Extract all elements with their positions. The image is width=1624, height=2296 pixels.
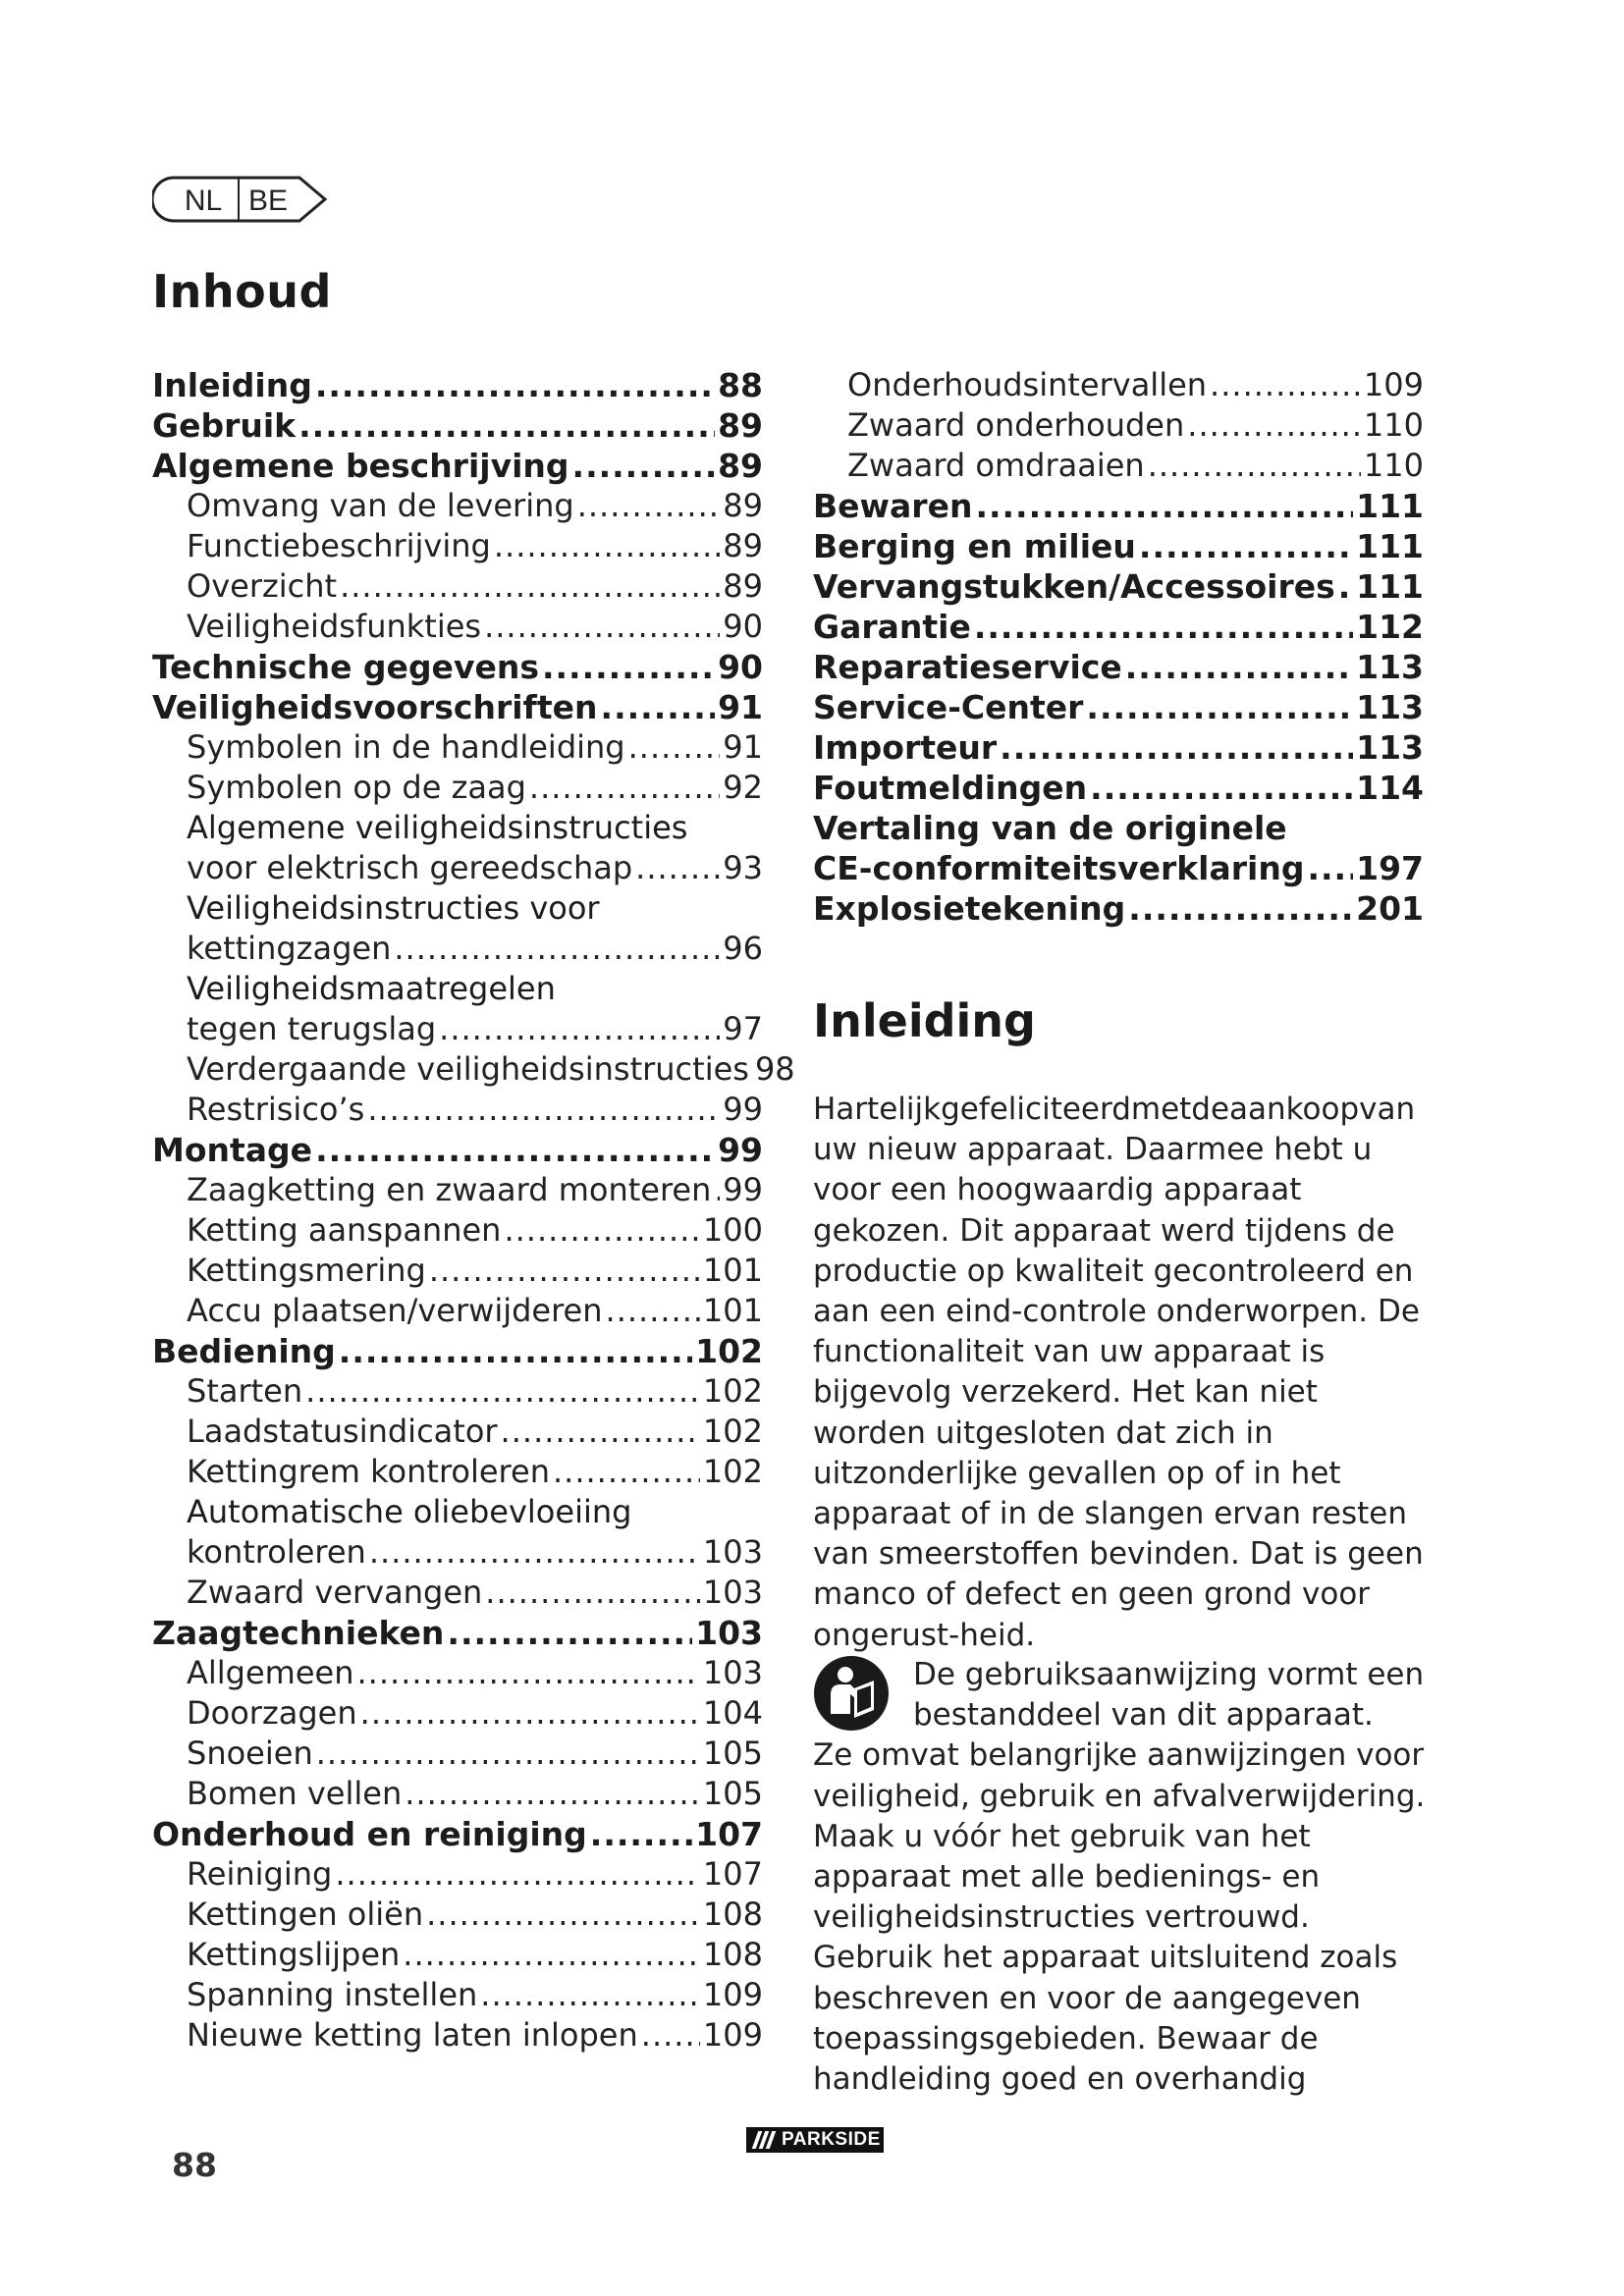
toc-entry-page: 113 [1356, 688, 1424, 726]
toc-entry-page: 113 [1356, 728, 1424, 767]
toc-entry-title: tegen terugslag [187, 1010, 437, 1047]
toc-entry-title: Omvang van de levering [187, 487, 574, 524]
toc-entry [813, 888, 1424, 929]
toc-entry-title: Veiligheidsvoorschriften [152, 688, 598, 726]
toc-entry [813, 405, 1424, 446]
toc-entry-page: 99 [718, 1131, 763, 1169]
toc-dot-leader [394, 929, 720, 969]
toc-dot-leader [315, 365, 715, 405]
toc-entry [152, 1452, 763, 1492]
toc-entry [152, 526, 763, 566]
toc-entry-title: Bewaren [813, 487, 973, 525]
toc-dot-leader [340, 566, 720, 607]
toc-entry [152, 1573, 763, 1613]
toc-entry [813, 848, 1424, 888]
toc-entry [152, 486, 763, 526]
toc-entry-title: Service-Center [813, 688, 1084, 726]
toc-entry-title: Snoeien [187, 1735, 313, 1772]
toc-dot-leader [1338, 566, 1353, 607]
toc-entry-page: 89 [723, 487, 763, 524]
note-body-text: Ze omvat belangrijke aanwijzingen voor veiligheid, gebruik en afvalverwijdering. Maak u vóór het gebruik van het apparaat met alle bedienings- en veiligheidsinstructies vertrouwd. Gebruik het apparaat uitsluitend zoals beschreven en voor de aangegeven toepassingsgebieden. Bewaar de handleiding goed en overhandig [813, 1737, 1426, 2098]
toc-entry-page: 105 [702, 1775, 763, 1812]
toc-entry-page: 102 [695, 1332, 763, 1370]
toc-entry-page: 197 [1356, 849, 1424, 887]
toc-entry [152, 1532, 763, 1573]
toc-entry-title: Symbolen in de handleiding [187, 728, 625, 766]
toc-entry-page: 89 [723, 527, 763, 564]
toc-dot-leader [577, 486, 721, 526]
toc-dot-leader [403, 1935, 700, 1975]
toc-entry-page: 99 [723, 1091, 763, 1128]
toc-entry-page: 114 [1356, 769, 1424, 807]
toc-dot-leader [305, 1371, 700, 1412]
language-badge [152, 174, 330, 225]
toc-entry-page: 91 [718, 688, 763, 726]
toc-dot-leader [1139, 526, 1353, 566]
toc-dot-leader [542, 647, 715, 687]
toc-dot-leader [590, 1814, 692, 1854]
toc-entry [152, 1291, 763, 1331]
toc-dot-leader [369, 1532, 700, 1573]
toc-entry [152, 365, 763, 405]
language-code-nl: NL [184, 185, 223, 217]
toc-entry-title: Zwaard vervangen [187, 1574, 483, 1611]
toc-dot-leader [1210, 365, 1361, 405]
toc-entry-title: Zwaard omdraaien [847, 447, 1145, 484]
toc-entry-page: 89 [718, 447, 763, 485]
page-title: Inhoud [152, 265, 332, 318]
toc-dot-leader [1125, 647, 1353, 687]
toc-entry-page: 110 [1363, 406, 1424, 444]
toc-entry-page: 88 [718, 366, 763, 404]
toc-entry-title: Vervangstukken/Accessoires [813, 567, 1335, 606]
toc-entry-page: 109 [702, 1976, 763, 2013]
toc-entry [152, 929, 763, 969]
toc-entry [152, 1854, 763, 1895]
toc-entry [152, 1170, 763, 1210]
toc-entry-title: Overzicht [187, 567, 338, 605]
toc-entry-page: 103 [702, 1533, 763, 1571]
toc-entry-title: kontroleren [187, 1533, 366, 1571]
brand-name: PARKSIDE [782, 2129, 881, 2150]
toc-entry-page: 111 [1356, 527, 1424, 565]
note-lead-text: De gebruiksaanwijzing vormt een bestanddeel van dit apparaat. [913, 1657, 1425, 1734]
toc-dot-leader [316, 1734, 700, 1774]
toc-entry-page: 108 [702, 1936, 763, 1973]
toc-entry [152, 405, 763, 446]
toc-entry [813, 486, 1424, 526]
toc-entry-title: Symbolen op de zaag [187, 769, 526, 806]
toc-dot-leader [367, 1090, 720, 1130]
toc-entry [152, 727, 763, 768]
toc-entry-page: 110 [1363, 447, 1424, 484]
toc-entry-title: Zaagketting en zwaard monteren [187, 1171, 712, 1208]
toc-entry-page: 111 [1356, 487, 1424, 525]
toc-dot-leader [606, 1291, 700, 1331]
toc-dot-leader [975, 486, 1353, 526]
toc-entry-title: Laadstatusindicator [187, 1413, 498, 1450]
toc-dot-leader [315, 1130, 715, 1170]
toc-entry-title: Veiligheidsmaatregelen [187, 970, 556, 1007]
toc-entry-title: Onderhoudsintervallen [847, 366, 1208, 403]
toc-dot-leader [1128, 888, 1353, 929]
toc-entry [152, 1412, 763, 1452]
toc-entry-title: Gebruik [152, 406, 297, 445]
toc-entry-page: 99 [723, 1171, 763, 1208]
toc-dot-leader [572, 446, 716, 486]
toc-entry-title: Allgemeen [187, 1654, 354, 1691]
toc-entry-title: Vertaling van de originele [813, 809, 1287, 847]
toc-entry-title: Functiebeschrijving [187, 527, 491, 564]
toc-entry-title: Kettingen oliën [187, 1896, 424, 1933]
toc-entry-title: Foutmeldingen [813, 769, 1088, 807]
toc-entry-title: Nieuwe ketting laten inlopen [187, 2016, 638, 2054]
toc-dot-leader [339, 1331, 692, 1371]
toc-entry-title: Doorzagen [187, 1694, 357, 1732]
brand-stripes-icon [746, 2127, 782, 2153]
toc-dot-leader [529, 768, 720, 808]
toc-entry [152, 848, 763, 888]
toc-entry-title: Inleiding [152, 366, 312, 404]
toc-entry-title: Ketting aanspannen [187, 1211, 502, 1249]
toc-entry-title: Zaagtechnieken [152, 1614, 445, 1652]
toc-entry-title: Accu plaatsen/verwijderen [187, 1292, 603, 1329]
toc-entry [152, 1935, 763, 1975]
toc-entry-page: 90 [718, 648, 763, 686]
toc-entry [813, 687, 1424, 727]
toc-entry-title: Spanning instellen [187, 1976, 478, 2013]
toc-dot-leader [357, 1653, 700, 1693]
toc-entry-page: 92 [723, 769, 763, 806]
toc-entry [152, 768, 763, 808]
toc-entry-page: 107 [702, 1855, 763, 1893]
toc-entry [152, 566, 763, 607]
toc-dot-leader [628, 727, 721, 768]
toc-dot-leader [429, 1251, 700, 1291]
toc-entry [813, 607, 1424, 647]
toc-dot-leader [641, 2015, 700, 2056]
toc-entry [152, 1371, 763, 1412]
toc-entry-title: voor elektrisch gereedschap [187, 849, 633, 886]
toc-dot-leader [480, 1975, 700, 2015]
toc-entry-title: Importeur [813, 728, 998, 767]
read-manual-icon [813, 1655, 890, 1732]
toc-entry [152, 1049, 795, 1090]
toc-entry-page: 90 [723, 608, 763, 645]
language-code-be: BE [247, 185, 289, 217]
toc-dot-leader [335, 1854, 700, 1895]
brand-logo [746, 2127, 884, 2153]
toc-dot-leader [485, 1573, 700, 1613]
toc-entry [152, 1653, 763, 1693]
intro-paragraph: Hartelijkgefeliciteerdmetdeaankoopvan uw nieuw apparaat. Daarmee hebt u voor een hoogwaardig apparaat gekozen. Dit apparaat werd tijdens de productie op kwaliteit gecontroleerd en aan een eind-controle onderworpen. De functionaliteit van uw apparaat is bijgevolg verzekerd. Het kan niet worden uitgesloten dat zich in uitzonderlijke gevallen op of in het apparaat of in de slangen ervan resten van smeerstoffen bevinden. Dat is geen manco of defect en geen grond voor ongerust-heid. [813, 1092, 1424, 1653]
toc-entry [152, 1613, 763, 1653]
toc-entry-title: Berging en milieu [813, 527, 1136, 565]
toc-entry-title: Montage [152, 1131, 313, 1169]
toc-entry-page: 112 [1356, 608, 1424, 646]
toc-dot-leader [439, 1009, 720, 1049]
toc-entry [152, 1090, 763, 1130]
toc-entry-title: Starten [187, 1372, 303, 1410]
toc-entry [813, 768, 1424, 808]
toc-entry [152, 1895, 763, 1935]
toc-entry-page: 97 [723, 1010, 763, 1047]
toc-entry-title: kettingzagen [187, 930, 392, 967]
toc-entry-page: 111 [1356, 567, 1424, 606]
page-number: 88 [172, 2146, 217, 2184]
toc-entry [152, 1009, 763, 1049]
toc-entry [152, 1251, 763, 1291]
manual-note [813, 1655, 1432, 2100]
toc-dot-leader [1090, 768, 1353, 808]
toc-entry-page: 109 [1363, 366, 1424, 403]
toc-dot-leader [1148, 446, 1361, 486]
toc-entry-title: Explosietekening [813, 889, 1126, 928]
toc-entry-page: 107 [695, 1815, 763, 1853]
toc-entry-title: Restrisico’s [187, 1091, 365, 1128]
toc-entry-page: 113 [1356, 648, 1424, 686]
toc-entry-page: 103 [702, 1574, 763, 1611]
toc-entry-title: Veiligheidsinstructies voor [187, 889, 600, 927]
toc-entry [152, 1774, 763, 1814]
toc-entry [152, 1814, 763, 1854]
toc-entry-title: Automatische oliebevloeiing [187, 1493, 632, 1530]
toc-dot-leader [635, 848, 720, 888]
toc-entry-title: Algemene veiligheidsinstructies [187, 809, 688, 846]
toc-entry-page: 201 [1356, 889, 1424, 928]
toc-entry-page: 98 [754, 1050, 795, 1088]
toc-entry-title: Kettingrem kontroleren [187, 1453, 550, 1490]
toc-entry-title: Bomen vellen [187, 1775, 403, 1812]
toc-dot-leader [360, 1693, 700, 1734]
toc-entry [152, 1210, 763, 1251]
toc-entry-page: 91 [723, 728, 763, 766]
toc-entry-page: 103 [695, 1614, 763, 1652]
toc-entry-title: Kettingslijpen [187, 1936, 401, 1973]
toc-entry [813, 727, 1424, 768]
toc-dot-leader [1307, 848, 1353, 888]
toc-dot-leader [504, 1210, 699, 1251]
toc-entry-title: Reparatieservice [813, 648, 1122, 686]
toc-left-column [152, 365, 795, 2056]
toc-right-column [813, 365, 1424, 929]
toc-entry-page: 89 [723, 567, 763, 605]
toc-dot-leader [714, 1170, 720, 1210]
toc-entry-title: Algemene beschrijving [152, 447, 569, 485]
toc-entry-title: Garantie [813, 608, 971, 646]
toc-dot-leader [974, 607, 1353, 647]
toc-entry [813, 647, 1424, 687]
toc-entry [152, 446, 763, 486]
toc-dot-leader [553, 1452, 700, 1492]
toc-entry-page: 96 [723, 930, 763, 967]
toc-entry-page: 103 [702, 1654, 763, 1691]
toc-entry-page: 93 [723, 849, 763, 886]
toc-entry-page: 89 [718, 406, 763, 445]
toc-entry [152, 647, 763, 687]
toc-entry [152, 607, 763, 647]
toc-entry-page: 109 [702, 2016, 763, 2054]
toc-entry-page: 101 [702, 1252, 763, 1289]
toc-dot-leader [601, 687, 716, 727]
toc-entry-title: Onderhoud en reiniging [152, 1815, 587, 1853]
toc-entry-page: 105 [702, 1735, 763, 1772]
toc-dot-leader [494, 526, 720, 566]
toc-entry-title: Reiniging [187, 1855, 333, 1893]
toc-entry [813, 526, 1424, 566]
toc-entry [152, 1331, 763, 1371]
toc-dot-leader [484, 607, 720, 647]
toc-dot-leader [447, 1613, 692, 1653]
toc-entry [813, 365, 1424, 405]
toc-entry [152, 2015, 763, 2056]
toc-entry-page: 102 [702, 1413, 763, 1450]
toc-entry [152, 1130, 763, 1170]
toc-entry-title: Kettingsmering [187, 1252, 426, 1289]
section-heading: Inleiding [813, 994, 1036, 1047]
toc-entry-title: Bediening [152, 1332, 336, 1370]
toc-entry-page: 100 [702, 1211, 763, 1249]
toc-entry [813, 566, 1424, 607]
toc-entry-page: 102 [702, 1372, 763, 1410]
toc-dot-leader [501, 1412, 700, 1452]
toc-entry-page: 104 [702, 1694, 763, 1732]
toc-entry-title: Technische gegevens [152, 648, 539, 686]
toc-entry-title: Veiligheidsfunkties [187, 608, 482, 645]
toc-entry-title: Zwaard onderhouden [847, 406, 1185, 444]
toc-entry [813, 446, 1424, 486]
toc-dot-leader [426, 1895, 700, 1935]
toc-entry [152, 1975, 763, 2015]
toc-entry-title: CE-conformiteitsverklaring [813, 849, 1305, 887]
toc-dot-leader [298, 405, 715, 446]
toc-entry-page: 108 [702, 1896, 763, 1933]
toc-entry [152, 1693, 763, 1734]
toc-entry [152, 687, 763, 727]
toc-entry-title: Verdergaande veiligheidsinstructies [187, 1050, 749, 1088]
toc-dot-leader [1000, 727, 1353, 768]
toc-entry-page: 101 [702, 1292, 763, 1329]
toc-dot-leader [1187, 405, 1361, 446]
toc-dot-leader [1086, 687, 1353, 727]
toc-entry-page: 102 [702, 1453, 763, 1490]
toc-dot-leader [405, 1774, 700, 1814]
toc-entry [152, 1734, 763, 1774]
